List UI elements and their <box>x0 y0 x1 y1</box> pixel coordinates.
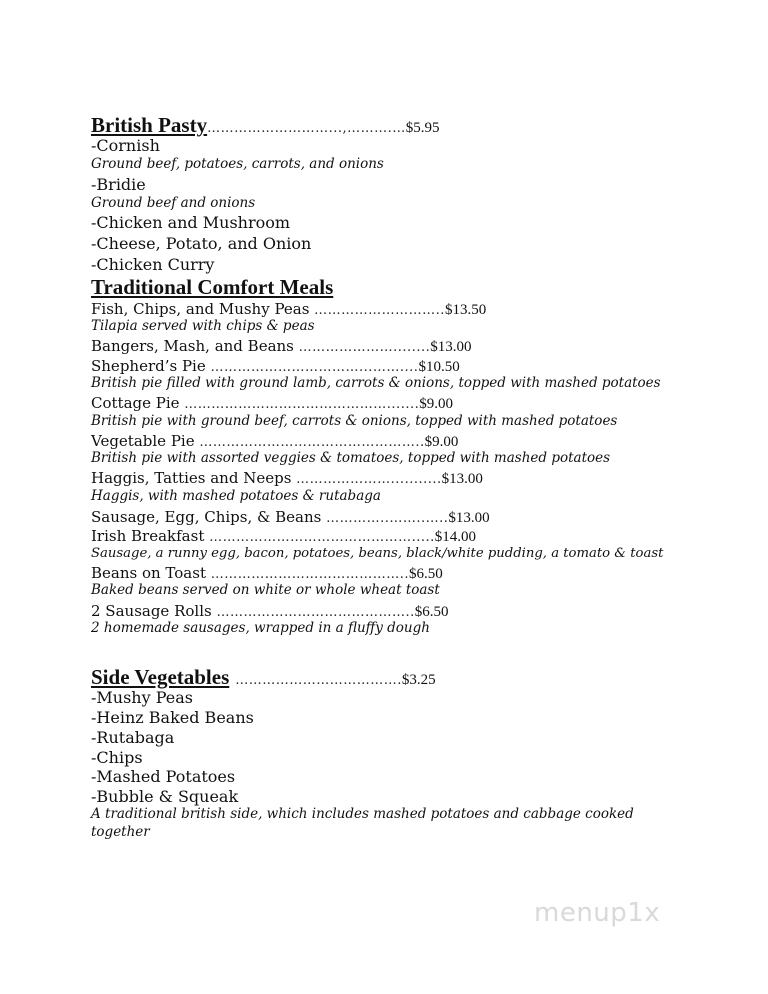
item-description: Sausage, a runny egg, bacon, potatoes, beans, black/white pudding, a tomato & toast <box>91 546 664 561</box>
pasty-heading-row <box>91 115 440 136</box>
item-description: British pie filled with ground lamb, carrots & onions, topped with mashed potatoes <box>91 375 661 391</box>
watermark-logo: menup1x <box>534 898 661 928</box>
item-price: $6.50 <box>414 604 449 620</box>
item-name: Haggis, Tatties and Neeps <box>91 469 297 487</box>
item-price: $13.00 <box>441 471 483 487</box>
item-description: 2 homemade sausages, wrapped in a fluffy dough <box>91 620 430 636</box>
side-item: -Chips <box>91 748 143 767</box>
menu-item-fish-chips <box>91 301 486 318</box>
item-description: British pie with ground beef, carrots & onions, topped with mashed potatoes <box>91 413 618 429</box>
item-name: Fish, Chips, and Mushy Peas <box>91 300 315 318</box>
item-name: Sausage, Egg, Chips, & Beans <box>91 508 327 526</box>
item-price: $9.00 <box>424 434 459 450</box>
menu-item-sausage-egg <box>91 509 490 526</box>
section-title-british-pasty: British Pasty <box>91 113 208 137</box>
item-price: $6.50 <box>409 566 443 582</box>
leader-dots: ………………………...,……….… <box>207 121 406 136</box>
item-price: $14.00 <box>434 529 477 545</box>
pasty-option: -Bridie <box>91 175 146 194</box>
side-description: together <box>91 824 150 840</box>
leader-dots: …………………………………….. <box>210 567 410 582</box>
item-name: Beans on Toast <box>91 564 211 582</box>
item-price: $13.00 <box>448 510 490 526</box>
side-description: A traditional british side, which includes mashed potatoes and cabbage cooked <box>91 806 634 822</box>
item-price: $13.50 <box>444 302 487 318</box>
item-description: Tilapia served with chips & peas <box>91 318 315 334</box>
item-name: Cottage Pie <box>91 394 185 412</box>
menu-item-vegetable-pie <box>91 433 458 450</box>
menu-item-bangers-mash <box>91 338 471 355</box>
leader-dots: ……………………………...…….... <box>210 360 419 375</box>
pasty-option: -Cheese, Potato, and Onion <box>91 234 312 253</box>
item-name: Shepherd’s Pie <box>91 357 211 375</box>
side-item: -Bubble & Squeak <box>91 787 239 806</box>
pasty-description: Ground beef and onions <box>91 195 256 211</box>
pasty-option: -Cornish <box>91 136 160 155</box>
item-price: $9.00 <box>419 396 453 412</box>
leader-dots: ………………………………………….. <box>199 435 425 450</box>
item-price: $10.50 <box>418 359 460 375</box>
menu-item-shepherds-pie <box>91 358 460 375</box>
section-title-side-vegetables: Side Vegetables <box>91 665 230 689</box>
side-item: -Mushy Peas <box>91 688 193 707</box>
menu-item-irish-breakfast <box>91 528 476 545</box>
leader-dots: …………………………………….. <box>216 605 415 620</box>
leader-dots: ………………………………………..... <box>209 530 435 545</box>
menu-item-sausage-rolls <box>91 603 448 620</box>
pasty-option: -Chicken Curry <box>91 255 215 274</box>
item-description: Baked beans served on white or whole wheat toast <box>91 582 440 598</box>
side-item: -Mashed Potatoes <box>91 767 236 786</box>
pasty-option: -Chicken and Mushroom <box>91 213 291 232</box>
item-name: 2 Sausage Rolls <box>91 602 217 620</box>
item-price: $13.00 <box>430 339 472 355</box>
item-name: Bangers, Mash, and Beans <box>91 337 299 355</box>
leader-dots: …………..……..….. <box>326 511 449 526</box>
leader-dots: ………………………………………....... <box>184 397 420 412</box>
item-name: Irish Breakfast <box>91 527 210 545</box>
menu-item-cottage-pie <box>91 395 453 412</box>
item-description: Haggis, with mashed potatoes & rutabaga <box>91 488 381 504</box>
menu-item-haggis <box>91 470 483 487</box>
pasty-description: Ground beef, potatoes, carrots, and onions <box>91 156 384 172</box>
item-name: Vegetable Pie <box>91 432 200 450</box>
leader-dots: ……………………….. <box>314 303 445 318</box>
price: $5.95 <box>405 120 440 136</box>
leader-dots: …………………........... <box>296 472 442 487</box>
leader-dots: ………………………………. <box>235 673 402 688</box>
side-item: -Rutabaga <box>91 728 175 747</box>
item-description: British pie with assorted veggies & tomatoes, topped with mashed potatoes <box>91 450 611 466</box>
price: $3.25 <box>401 672 436 688</box>
sides-heading-row <box>91 667 436 688</box>
side-item: -Heinz Baked Beans <box>91 708 254 727</box>
section-title-traditional-comfort-meals: Traditional Comfort Meals <box>91 275 334 299</box>
leader-dots: …………………........ <box>298 340 431 355</box>
menu-item-beans-on-toast <box>91 565 443 582</box>
